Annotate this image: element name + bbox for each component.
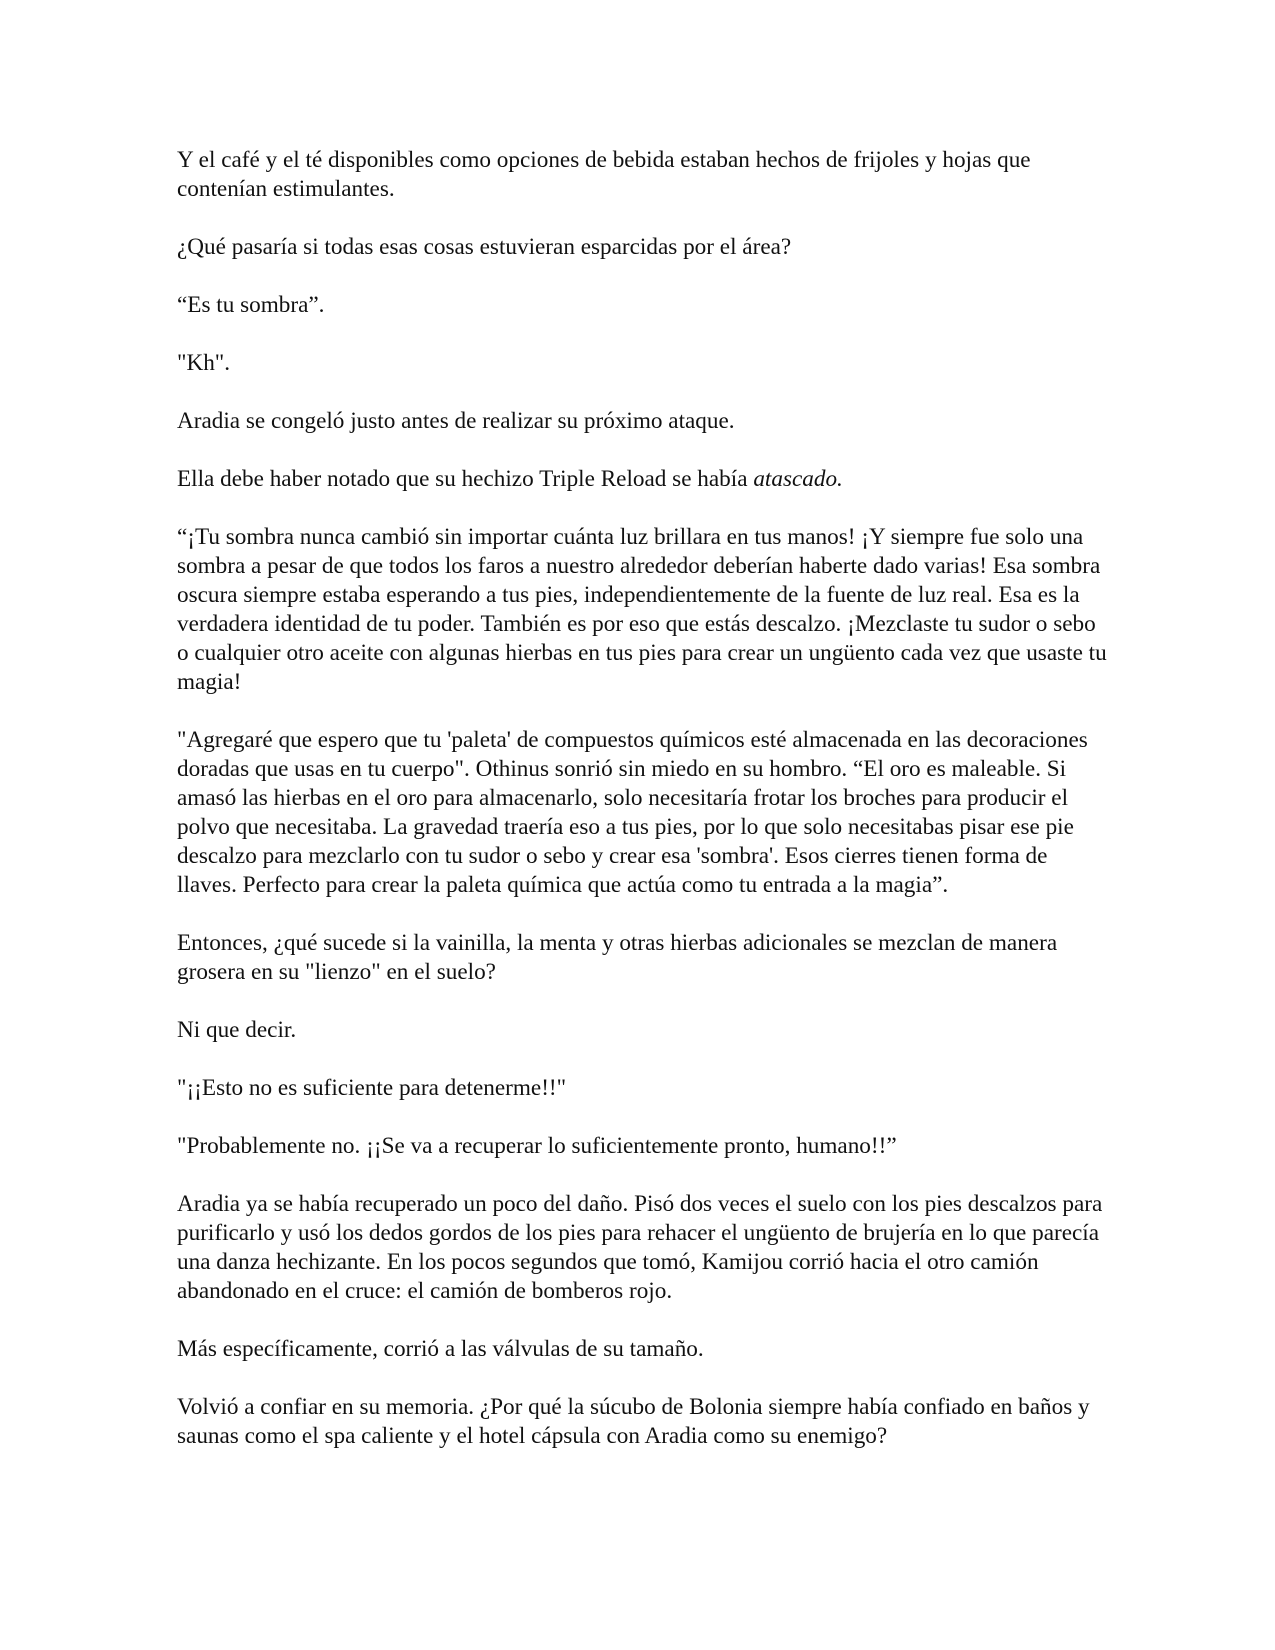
paragraph: “¡Tu sombra nunca cambió sin importar cuánta luz brillara en tus manos! ¡Y siempre fue solo una sombra a pesar de que todos los faros a nuestro alrededor deberían haberte dado varias! Esa sombra oscura siempre estaba esperando a tus pies, independientemente de la fuente de luz real. Esa es la verdadera identidad de tu poder. También es por eso que estás descalzo. ¡Mezclaste tu sudor o sebo o cualquier otro aceite con algunas hierbas en tus pies para crear un ungüento cada vez que usaste tu magia! (177, 524, 1107, 695)
paragraph-with-italic (177, 465, 1107, 494)
paragraph: Entonces, ¿qué sucede si la vainilla, la menta y otras hierbas adicionales se mezclan de manera grosera en su "lienzo" en el suelo? (177, 930, 1058, 985)
paragraph: Y el café y el té disponibles como opciones de bebida estaban hechos de frijoles y hojas que contenían estimulantes. (177, 147, 1031, 202)
paragraph: "Agregaré que espero que tu 'paleta' de compuestos químicos esté almacenada en las decoraciones doradas que usas en tu cuerpo". Othinus sonrió sin miedo en su hombro. “El oro es maleable. Si amasó las hierbas en el oro para almacenarlo, solo necesitaría frotar los broches para producir el polvo que necesitaba. La gravedad traería eso a tus pies, por lo que solo necesitabas pisar ese pie descalzo para mezclarlo con tu sudor o sebo y crear esa 'sombra'. Esos cierres tienen forma de llaves. Perfecto para crear la paleta química que actúa como tu entrada a la magia”. (177, 727, 1088, 898)
document-page (177, 146, 1107, 1451)
paragraph: ¿Qué pasaría si todas esas cosas estuvieran esparcidas por el área? (177, 234, 792, 260)
paragraph-text: Ella debe haber notado que su hechizo Triple Reload se había (177, 466, 754, 492)
paragraph: "¡¡Esto no es suficiente para detenerme!!" (177, 1075, 567, 1101)
italic-word: atascado. (753, 466, 843, 492)
paragraph: “Es tu sombra”. (177, 292, 325, 318)
paragraph: "Kh". (177, 350, 231, 376)
paragraph: Aradia se congeló justo antes de realizar su próximo ataque. (177, 408, 735, 434)
paragraph: "Probablemente no. ¡¡Se va a recuperar lo suficientemente pronto, humano!!” (177, 1133, 897, 1159)
paragraph: Aradia ya se había recuperado un poco del daño. Pisó dos veces el suelo con los pies descalzos para purificarlo y usó los dedos gordos de los pies para rehacer el ungüento de brujería en lo que parecía una danza hechizante. En los pocos segundos que tomó, Kamijou corrió hacia el otro camión abandonado en el cruce: el camión de bomberos rojo. (177, 1191, 1103, 1304)
paragraph: Volvió a confiar en su memoria. ¿Por qué la súcubo de Bolonia siempre había confiado en baños y saunas como el spa caliente y el hotel cápsula con Aradia como su enemigo? (177, 1394, 1090, 1449)
paragraph: Más específicamente, corrió a las válvulas de su tamaño. (177, 1336, 704, 1362)
paragraph: Ni que decir. (177, 1017, 297, 1043)
